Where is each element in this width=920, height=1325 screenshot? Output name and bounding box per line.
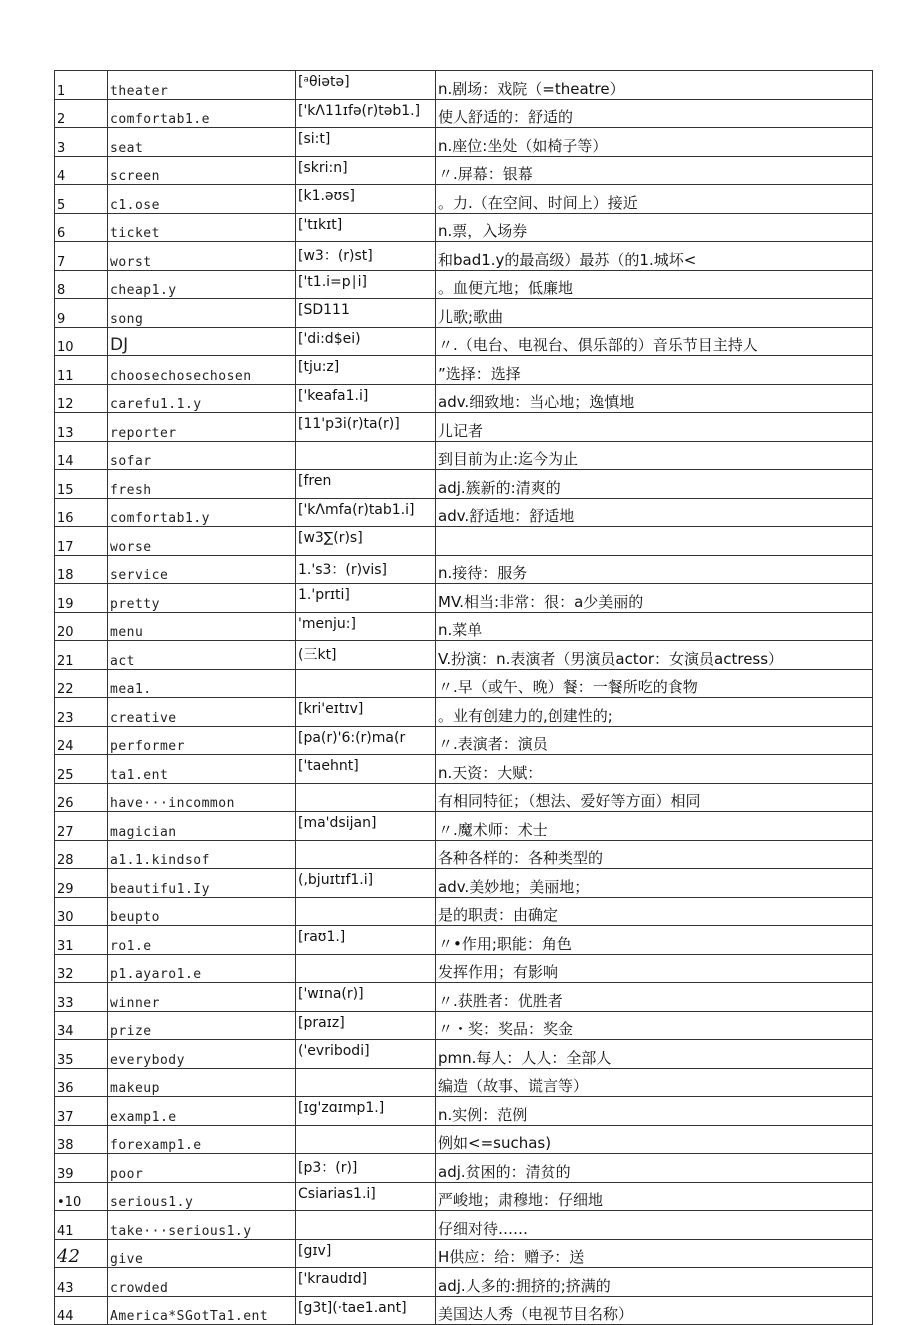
table-row <box>55 783 873 812</box>
row-word: carefu1.1.y <box>108 384 296 413</box>
vocabulary-table-body <box>55 71 873 1325</box>
table-row <box>55 1125 873 1154</box>
row-number: 31 <box>55 926 108 955</box>
row-phonetic: ('evribodi] <box>296 1040 436 1069</box>
row-phonetic: [SD111 <box>296 299 436 328</box>
row-definition: ”选择：选择 <box>436 356 873 385</box>
table-row <box>55 99 873 128</box>
row-word: song <box>108 299 296 328</box>
row-definition: n.实例：范例 <box>436 1097 873 1126</box>
row-phonetic: [si:t] <box>296 128 436 157</box>
row-phonetic: Csiarias1.i] <box>296 1182 436 1211</box>
row-number: 30 <box>55 897 108 926</box>
table-row <box>55 840 873 869</box>
row-phonetic: [p3：(r)] <box>296 1154 436 1183</box>
row-definition: MV.相当:非常：很：a少美丽的 <box>436 584 873 613</box>
row-number: 21 <box>55 641 108 670</box>
table-row <box>55 156 873 185</box>
row-definition: 〃.屏幕：银幕 <box>436 156 873 185</box>
row-definition: V.扮演：n.表演者（男演员actor：女演员actress） <box>436 641 873 670</box>
table-row <box>55 1040 873 1069</box>
row-definition: 〃•作用;职能：角色 <box>436 926 873 955</box>
row-number: 13 <box>55 413 108 442</box>
row-word: a1.1.kindsof <box>108 840 296 869</box>
row-phonetic <box>296 954 436 983</box>
row-word: sofar <box>108 441 296 470</box>
table-row <box>55 498 873 527</box>
row-phonetic <box>296 1068 436 1097</box>
row-number: 22 <box>55 669 108 698</box>
table-row <box>55 242 873 271</box>
row-number: 19 <box>55 584 108 613</box>
row-phonetic: [fren <box>296 470 436 499</box>
table-row <box>55 726 873 755</box>
table-row <box>55 669 873 698</box>
row-definition: n.菜单 <box>436 612 873 641</box>
row-phonetic: ['wɪna(r)] <box>296 983 436 1012</box>
table-row <box>55 1011 873 1040</box>
row-word: beautifu1.Iy <box>108 869 296 898</box>
table-row <box>55 1154 873 1183</box>
row-definition: 美国达人秀（电视节目名称） <box>436 1296 873 1325</box>
row-word: everybody <box>108 1040 296 1069</box>
row-definition: 各种各样的：各种类型的 <box>436 840 873 869</box>
row-definition: 〃・奖：奖品：奖金 <box>436 1011 873 1040</box>
row-number: 20 <box>55 612 108 641</box>
row-definition: n.接待：服务 <box>436 555 873 584</box>
row-phonetic <box>296 1211 436 1240</box>
row-definition: H供应：给：赠予：送 <box>436 1239 873 1268</box>
row-number: 6 <box>55 213 108 242</box>
row-phonetic: [pa(r)'6:(r)ma(r <box>296 726 436 755</box>
row-number: •10 <box>55 1182 108 1211</box>
row-number: 14 <box>55 441 108 470</box>
table-row <box>55 1211 873 1240</box>
row-definition: 和bad1.y的最高级）最苏（的1.城坏< <box>436 242 873 271</box>
row-word: magician <box>108 812 296 841</box>
row-word: makeup <box>108 1068 296 1097</box>
row-definition: n.票，入场券 <box>436 213 873 242</box>
table-row <box>55 185 873 214</box>
row-phonetic <box>296 1125 436 1154</box>
row-definition: 编造（故事、谎言等） <box>436 1068 873 1097</box>
row-word: act <box>108 641 296 670</box>
row-number: 1 <box>55 71 108 100</box>
row-definition: adv.美妙地；美丽地； <box>436 869 873 898</box>
row-number: 12 <box>55 384 108 413</box>
row-definition: 发挥作用；有影响 <box>436 954 873 983</box>
row-phonetic: [praɪz] <box>296 1011 436 1040</box>
table-row <box>55 1268 873 1297</box>
table-row <box>55 413 873 442</box>
row-number: 36 <box>55 1068 108 1097</box>
table-row <box>55 527 873 556</box>
row-phonetic: [ɪg'zɑɪmp1.] <box>296 1097 436 1126</box>
row-word: winner <box>108 983 296 1012</box>
row-definition: 〃.魔术师：术士 <box>436 812 873 841</box>
row-definition: adj.簇新的:清爽的 <box>436 470 873 499</box>
row-definition: 。业有创建力的,创建性的; <box>436 698 873 727</box>
row-number: 2 <box>55 99 108 128</box>
table-row <box>55 270 873 299</box>
row-definition: adv.细致地：当心地；逸慎地 <box>436 384 873 413</box>
row-definition: adj.贫困的：清贫的 <box>436 1154 873 1183</box>
row-word: creative <box>108 698 296 727</box>
row-phonetic: (三kt] <box>296 641 436 670</box>
row-definition: 儿记者 <box>436 413 873 442</box>
row-number: 3 <box>55 128 108 157</box>
row-phonetic <box>296 441 436 470</box>
row-number: 26 <box>55 783 108 812</box>
row-number: 16 <box>55 498 108 527</box>
row-number: 5 <box>55 185 108 214</box>
row-word: fresh <box>108 470 296 499</box>
row-phonetic: ['di:d$ei) <box>296 327 436 356</box>
row-word: worst <box>108 242 296 271</box>
row-number: 39 <box>55 1154 108 1183</box>
row-phonetic: [kri'eɪtɪv] <box>296 698 436 727</box>
row-word: serious1.y <box>108 1182 296 1211</box>
table-row <box>55 897 873 926</box>
row-word: give <box>108 1239 296 1268</box>
row-phonetic <box>296 669 436 698</box>
table-row <box>55 441 873 470</box>
row-phonetic: [tju:z] <box>296 356 436 385</box>
row-word: worse <box>108 527 296 556</box>
row-definition: 〃.获胜者：优胜者 <box>436 983 873 1012</box>
row-number: 33 <box>55 983 108 1012</box>
table-row <box>55 555 873 584</box>
row-phonetic: 1.'s3：(r)vis] <box>296 555 436 584</box>
table-row <box>55 71 873 100</box>
row-word: theater <box>108 71 296 100</box>
row-number: 18 <box>55 555 108 584</box>
row-number: 23 <box>55 698 108 727</box>
row-phonetic: [raʊ1.] <box>296 926 436 955</box>
row-definition: 〃.早（或午、晚）餐：一餐所吃的食物 <box>436 669 873 698</box>
table-row <box>55 299 873 328</box>
row-definition: n.座位:坐处（如椅子等） <box>436 128 873 157</box>
row-phonetic <box>296 783 436 812</box>
row-definition: adv.舒适地：舒适地 <box>436 498 873 527</box>
row-definition: pmn.每人：人人：全部人 <box>436 1040 873 1069</box>
row-number: 27 <box>55 812 108 841</box>
row-number: 28 <box>55 840 108 869</box>
row-word: c1.ose <box>108 185 296 214</box>
row-phonetic: [g3t](·tae1.ant] <box>296 1296 436 1325</box>
row-number: 42 <box>55 1239 108 1268</box>
row-number: 38 <box>55 1125 108 1154</box>
row-definition: 儿歌;歌曲 <box>436 299 873 328</box>
row-word: menu <box>108 612 296 641</box>
row-word: comfortab1.y <box>108 498 296 527</box>
row-word: beupto <box>108 897 296 926</box>
table-row <box>55 1296 873 1325</box>
row-definition: 是的职责：由确定 <box>436 897 873 926</box>
row-definition: n.剧场：戏院（=theatre） <box>436 71 873 100</box>
row-number: 11 <box>55 356 108 385</box>
row-definition: 有相同特征；（想法、爱好等方面）相同 <box>436 783 873 812</box>
table-row <box>55 612 873 641</box>
row-number: 9 <box>55 299 108 328</box>
table-row <box>55 128 873 157</box>
row-definition: 使人舒适的：舒适的 <box>436 99 873 128</box>
row-phonetic: ['kΛ11ɪfə(r)təb1.] <box>296 99 436 128</box>
row-word: ro1.e <box>108 926 296 955</box>
table-row <box>55 812 873 841</box>
row-number: 44 <box>55 1296 108 1325</box>
row-number: 43 <box>55 1268 108 1297</box>
row-definition <box>436 527 873 556</box>
row-phonetic: [ᵃθiətə] <box>296 71 436 100</box>
row-word: p1.ayaro1.e <box>108 954 296 983</box>
row-number: 17 <box>55 527 108 556</box>
row-definition: n.天资：大赋： <box>436 755 873 784</box>
table-row <box>55 1068 873 1097</box>
row-phonetic: ['kraudɪd] <box>296 1268 436 1297</box>
row-word: prize <box>108 1011 296 1040</box>
row-phonetic: ['keafa1.i] <box>296 384 436 413</box>
table-row <box>55 1239 873 1268</box>
row-phonetic: (,bjuɪtɪf1.i] <box>296 869 436 898</box>
row-phonetic: ['tɪkɪt] <box>296 213 436 242</box>
table-row <box>55 983 873 1012</box>
row-phonetic <box>296 897 436 926</box>
row-phonetic: [skri:n] <box>296 156 436 185</box>
table-row <box>55 356 873 385</box>
table-row <box>55 213 873 242</box>
row-number: 34 <box>55 1011 108 1040</box>
row-number: 10 <box>55 327 108 356</box>
row-number: 15 <box>55 470 108 499</box>
table-row <box>55 584 873 613</box>
row-number: 35 <box>55 1040 108 1069</box>
table-row <box>55 926 873 955</box>
row-number: 7 <box>55 242 108 271</box>
row-word: ta1.ent <box>108 755 296 784</box>
table-row <box>55 641 873 670</box>
row-word: ticket <box>108 213 296 242</box>
row-word: DJ <box>108 327 296 356</box>
row-word: examp1.e <box>108 1097 296 1126</box>
row-number: 8 <box>55 270 108 299</box>
table-row <box>55 755 873 784</box>
row-definition: 仔细对待…… <box>436 1211 873 1240</box>
row-phonetic: [gɪv] <box>296 1239 436 1268</box>
row-number: 41 <box>55 1211 108 1240</box>
row-word: crowded <box>108 1268 296 1297</box>
row-phonetic <box>296 840 436 869</box>
row-definition: 。血便亢地；低廉地 <box>436 270 873 299</box>
row-number: 4 <box>55 156 108 185</box>
table-row <box>55 1097 873 1126</box>
row-definition: 到目前为止:迄今为止 <box>436 441 873 470</box>
row-word: reporter <box>108 413 296 442</box>
row-number: 25 <box>55 755 108 784</box>
row-phonetic: 'menju:] <box>296 612 436 641</box>
row-word: take···serious1.y <box>108 1211 296 1240</box>
row-word: forexamp1.e <box>108 1125 296 1154</box>
table-row <box>55 327 873 356</box>
vocabulary-table <box>54 70 873 1325</box>
table-row <box>55 384 873 413</box>
row-word: cheap1.y <box>108 270 296 299</box>
row-word: comfortab1.e <box>108 99 296 128</box>
row-word: have···incommon <box>108 783 296 812</box>
row-phonetic: ['taehnt] <box>296 755 436 784</box>
row-word: seat <box>108 128 296 157</box>
table-row <box>55 869 873 898</box>
row-word: performer <box>108 726 296 755</box>
row-number: 24 <box>55 726 108 755</box>
row-word: screen <box>108 156 296 185</box>
table-row <box>55 1182 873 1211</box>
row-phonetic: [k1.əʊs] <box>296 185 436 214</box>
row-number: 32 <box>55 954 108 983</box>
table-row <box>55 954 873 983</box>
row-phonetic: [11'p3i(r)ta(r)] <box>296 413 436 442</box>
row-phonetic: [w3∑(r)s] <box>296 527 436 556</box>
row-number: 29 <box>55 869 108 898</box>
table-row <box>55 470 873 499</box>
row-phonetic: [w3：(r)st] <box>296 242 436 271</box>
row-word: choosechosechosen <box>108 356 296 385</box>
row-definition: 。力.（在空间、时间上）接近 <box>436 185 873 214</box>
row-word: poor <box>108 1154 296 1183</box>
row-definition: 例如<=suchas) <box>436 1125 873 1154</box>
row-phonetic: [ma'dsijan] <box>296 812 436 841</box>
row-phonetic: 1.'prɪti] <box>296 584 436 613</box>
row-definition: adj.人多的:拥挤的;挤满的 <box>436 1268 873 1297</box>
row-phonetic: ['kΛmfa(r)tab1.i] <box>296 498 436 527</box>
table-row <box>55 698 873 727</box>
row-definition: 严峻地；肃穆地：仔细地 <box>436 1182 873 1211</box>
row-definition: 〃.（电台、电视台、俱乐部的）音乐节目主持人 <box>436 327 873 356</box>
row-definition: 〃.表演者：演员 <box>436 726 873 755</box>
row-word: service <box>108 555 296 584</box>
row-word: mea1. <box>108 669 296 698</box>
row-word: pretty <box>108 584 296 613</box>
row-number: 37 <box>55 1097 108 1126</box>
row-phonetic: ['t1.i=p∣i] <box>296 270 436 299</box>
row-word: America*SGotTa1.ent <box>108 1296 296 1325</box>
